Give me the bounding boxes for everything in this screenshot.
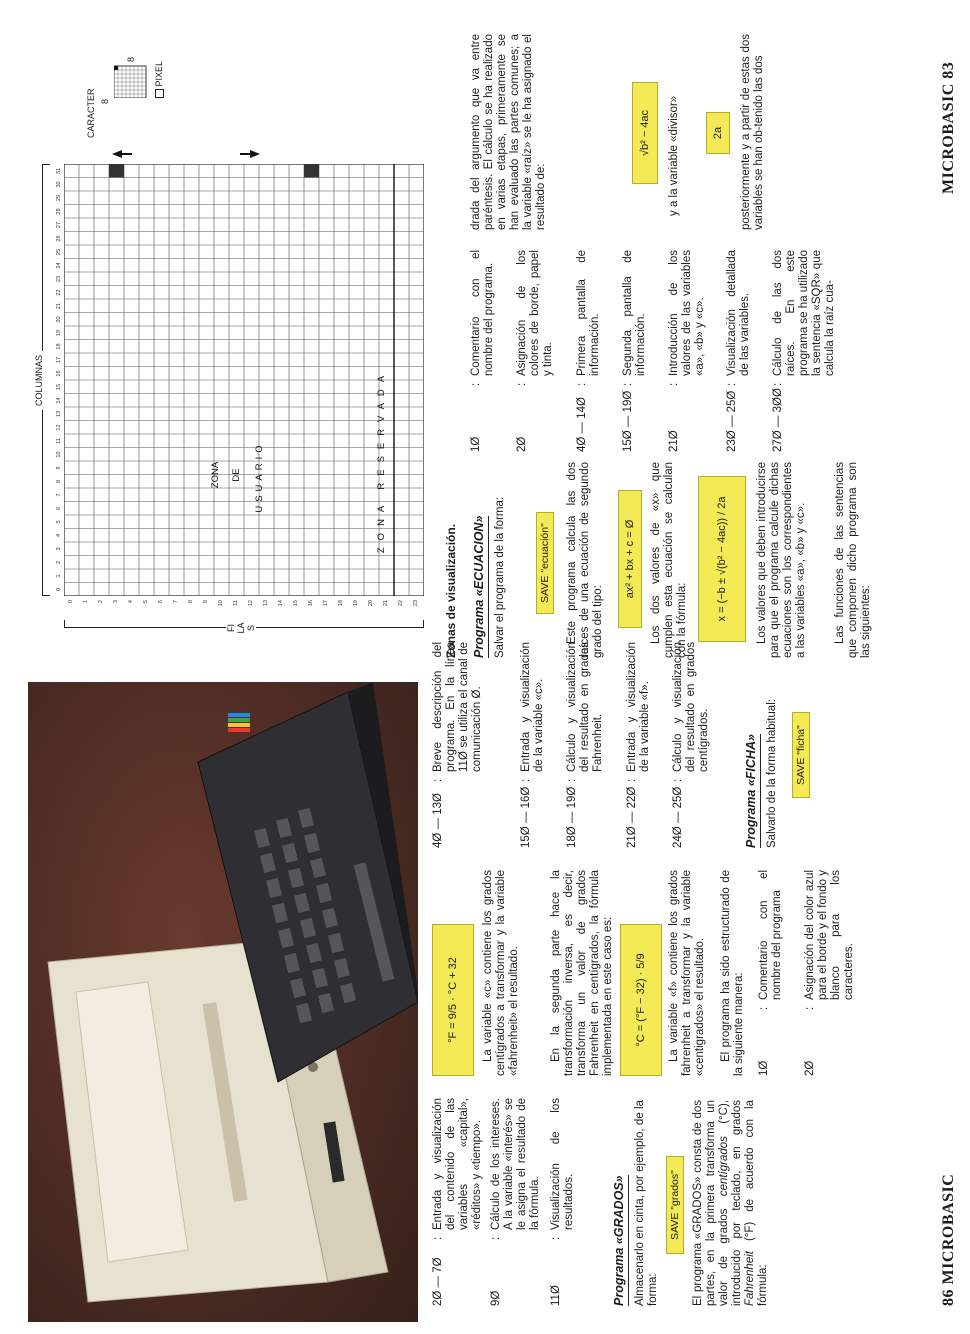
row-number: 19 — [353, 600, 359, 607]
row-number: 9 — [203, 600, 209, 604]
column-number: 17 — [56, 356, 62, 364]
column-number: 0 — [56, 587, 62, 592]
ecuacion-paragraph: Los dos valores de «x» que cumplen esta ecuación se calculan con la fórmula: — [650, 462, 688, 658]
zona-usuario-label: ZONA — [210, 461, 221, 489]
column-number: 11 — [56, 438, 62, 444]
ecuacion-paragraph: Las funciones de las sentencias que componen dicho programa son las siguientes: — [834, 462, 872, 658]
grados-list-b-item: 2Ø : Asignación del color azul para el borde y el fondo y blanco para los caracteres. — [804, 870, 855, 1076]
ecuacion-list-item: 23Ø — 25Ø : Visualización detallada de las variables. — [726, 250, 751, 452]
grados-list-b-item: 15Ø — 16Ø : Entrada y visualización de la variable «c». — [520, 642, 545, 848]
column-number: 23 — [56, 275, 62, 283]
row-number: 4 — [128, 600, 134, 604]
display-zones-diagram — [30, 8, 440, 658]
grados-paragraph: La variable «f» contiene los grados fahrenheit a transformar y la variable «centigrados» el resultado. — [668, 870, 706, 1076]
columnas-label: COLUMNAS — [34, 351, 44, 410]
ecuacion-list-item: 21Ø : Introducción de los valores de las variables «a», «b» y «c». — [668, 250, 706, 452]
column-number: 9 — [56, 466, 62, 470]
grados-paragraph: La variable «c» contiene los grados centígrados a transformar y la variable «fahrenheit» el resultado. — [482, 870, 520, 1076]
right-folio: MICROBASIC 83 — [940, 61, 957, 194]
column-number: 27 — [56, 221, 62, 229]
ecuacion-list-item: 2Ø : Asignación de los colores de borde, papel y tinta. — [516, 250, 554, 452]
column-number: 8 — [56, 479, 62, 484]
column-number: 26 — [56, 235, 62, 242]
column-number: 14 — [56, 397, 62, 404]
row-number: 5 — [143, 600, 149, 604]
highlighted-character-cell — [109, 164, 124, 178]
row-number: 2 — [98, 600, 104, 604]
column-number: 6 — [56, 506, 62, 511]
pixel-label: PIXEL — [154, 61, 164, 98]
row-number: 14 — [278, 600, 284, 607]
row-number: 1 — [83, 600, 89, 604]
column-number: 2 — [56, 560, 62, 565]
highlighted-character-cell — [304, 164, 319, 178]
ecuacion-paragraph: Este programa calcula las dos raíces de una ecuación de segundo grado del tipo: — [566, 462, 604, 658]
quadratic-formula-box: x = (−b ± √(b² − 4ac)) / 2a — [698, 476, 746, 642]
column-number: 28 — [56, 208, 62, 215]
column-number: 18 — [56, 343, 62, 350]
grados-list-b-item: 1Ø : Comentario con el nombre del programa — [758, 870, 783, 1076]
left-folio: 86 MICROBASIC — [940, 1173, 957, 1306]
formula-centigrados: °C = (°F − 32) · 5/9 — [620, 924, 662, 1076]
ecuacion-paragraph: Salvar el programa de la forma: — [494, 496, 506, 658]
caracter-label: CARACTER — [86, 88, 96, 138]
ecuacion-list-item: 1Ø : Comentario con el nombre del programa. — [470, 250, 495, 452]
column-number: 24 — [56, 262, 62, 269]
grados-list-b-item: 4Ø — 13Ø : Breve descripción del programa. En la línea 11Ø se utiliza el canal de comunicación Ø. — [432, 642, 483, 848]
zona-usuario-label: USUARIO — [254, 441, 265, 513]
ecuacion-list-item: 15Ø — 19Ø : Segunda pantalla de información. — [622, 250, 647, 452]
column-number: 3 — [56, 547, 62, 551]
grid-caption: Zonas de visualización. — [444, 523, 458, 658]
column-number: 21 — [56, 302, 62, 310]
row-number: 8 — [188, 600, 194, 604]
column-number: 29 — [56, 194, 62, 202]
row-number: 22 — [398, 600, 404, 607]
ecuacion-paragraph: Los valores que deben introducirse para que el programa calcule dichas ecuaciones son los correspondientes a las variables «a», «b» y «c». — [756, 462, 807, 658]
row-number: 12 — [248, 600, 254, 607]
pixel-grid-icon — [114, 58, 154, 98]
row-number: 11 — [233, 600, 239, 606]
row-number: 17 — [323, 600, 329, 607]
grados-paragraph: El programa ha sido estructurado de la siguiente manera: — [720, 870, 745, 1076]
grados-intro-paragraph: El programa «GRADOS» consta de dos partes, en la primera transforma un valor de grados centígrados (°C), introducido por teclado, en grados Fahrenheit (°F) de acuerdo con la fórmula: — [692, 1099, 769, 1306]
zona-reservada-label: ZONA RESERVADA — [376, 368, 387, 554]
column-number: 16 — [56, 370, 62, 377]
ecuacion-paragraph: drada del argumento que va entre paréntesis. El cálculo se ha realizado en varias etapas, primeramente se han evaluado las partes comunes; a la variable «raíz» se le ha asignado el resultado de: — [470, 34, 547, 230]
filas-bracket — [64, 610, 424, 640]
zona-usuario-label: DE — [231, 468, 242, 482]
grados-list-b-item: 18Ø — 19Ø : Cálculo y visualización del resultado en grados Fahrenheit. — [566, 642, 604, 848]
row-number: 23 — [413, 600, 419, 607]
computer-and-printer-photo-icon — [28, 682, 418, 1322]
column-number: 5 — [56, 520, 62, 524]
ecuacion-paragraph: posteriormente y a partir de estas dos variables se han ob-tenido las dos — [740, 34, 765, 230]
divisor-box: 2a — [706, 112, 730, 154]
grados-heading: Programa «GRADOS» — [610, 1175, 629, 1306]
column-number: 4 — [56, 533, 62, 538]
grados-save-box: SAVE "grados" — [666, 1156, 684, 1254]
column-number: 7 — [56, 493, 62, 497]
row-number: 16 — [308, 600, 314, 607]
ecuacion-save-box: SAVE "ecuación" — [536, 512, 554, 614]
pixel-size-label: 8 — [126, 56, 136, 62]
ecuacion-heading: Programa «ECUACION» — [470, 516, 489, 658]
column-number: 1 — [56, 574, 62, 578]
row-number: 7 — [173, 600, 179, 604]
sqrt-box: √b² − 4ac — [632, 82, 658, 184]
column-number: 10 — [56, 451, 62, 458]
equation-box: ax² + bx + c = Ø — [618, 490, 642, 628]
filas-label: FILAS — [226, 622, 256, 634]
character-grid — [64, 164, 424, 596]
row-number: 10 — [218, 600, 224, 607]
grados-list-b-item: 24Ø — 25Ø : Cálculo y visualización del resultado en grados centígrados. — [672, 642, 710, 848]
ficha-paragraph: Salvarlo de la forma habitual: — [766, 699, 778, 848]
column-number: 12 — [56, 424, 62, 431]
ficha-save-box: SAVE "ficha" — [792, 712, 810, 798]
row-number: 13 — [263, 600, 269, 607]
pointer-arrow-icon — [110, 104, 270, 164]
ecuacion-list-item: 4Ø — 14Ø : Primera pantalla de información. — [576, 250, 601, 452]
pixel-size-label: 8 — [100, 98, 110, 104]
column-number: 13 — [56, 410, 62, 418]
row-number: 20 — [368, 600, 374, 607]
grados-paragraph: En la segunda parte hace la transformación inversa, es decir, transforma un valor de grados Fahrenheit en centígrados, la fórmula implementada en este caso es: — [550, 870, 614, 1076]
column-number: 20 — [56, 316, 62, 323]
row-number: 15 — [293, 600, 299, 607]
column-number: 22 — [56, 289, 62, 296]
ecuacion-list-item: 27Ø — 3ØØ : Cálculo de las dos raíces. En este programa se ha utilizado la sentencia «SQR» que calcula la raíz cua- — [772, 250, 836, 452]
pixel-square-icon — [155, 89, 164, 98]
ecuacion-paragraph: y a la variable «divisor» — [668, 95, 680, 216]
row-number: 3 — [113, 600, 119, 604]
row-number: 21 — [383, 600, 389, 607]
row-number: 6 — [158, 600, 164, 604]
grados-list-a-item: 2Ø — 7Ø : Entrada y visualización del contenido de las variables «capital», «réditos» y «tiempo». — [432, 1098, 483, 1306]
column-number: 15 — [56, 383, 62, 391]
photo — [28, 682, 418, 1322]
row-number: 18 — [338, 600, 344, 607]
formula-fahrenheit: °F = 9/5 · °C + 32 — [432, 924, 474, 1076]
grados-list-a-item: 9Ø : Cálculo de los intereses. A la variable «interés» se le asigna el resultado de la fórmula. — [490, 1098, 541, 1306]
ficha-heading: Programa «FICHA» — [742, 734, 761, 848]
columnas-bracket — [30, 164, 56, 596]
grados-list-b-item: 21Ø — 22Ø : Entrada y visualización de la variable «f». — [626, 642, 651, 848]
grados-save-intro: Almacenarlo en cinta, por ejemplo, de la forma: — [634, 1100, 659, 1306]
row-number: 0 — [68, 600, 74, 604]
column-number: 25 — [56, 248, 62, 256]
column-number: 19 — [56, 329, 62, 337]
column-number: 31 — [56, 167, 62, 175]
column-number: 30 — [56, 181, 62, 188]
grados-list-a-item: 11Ø : Visualización de los resultados. — [550, 1098, 575, 1306]
